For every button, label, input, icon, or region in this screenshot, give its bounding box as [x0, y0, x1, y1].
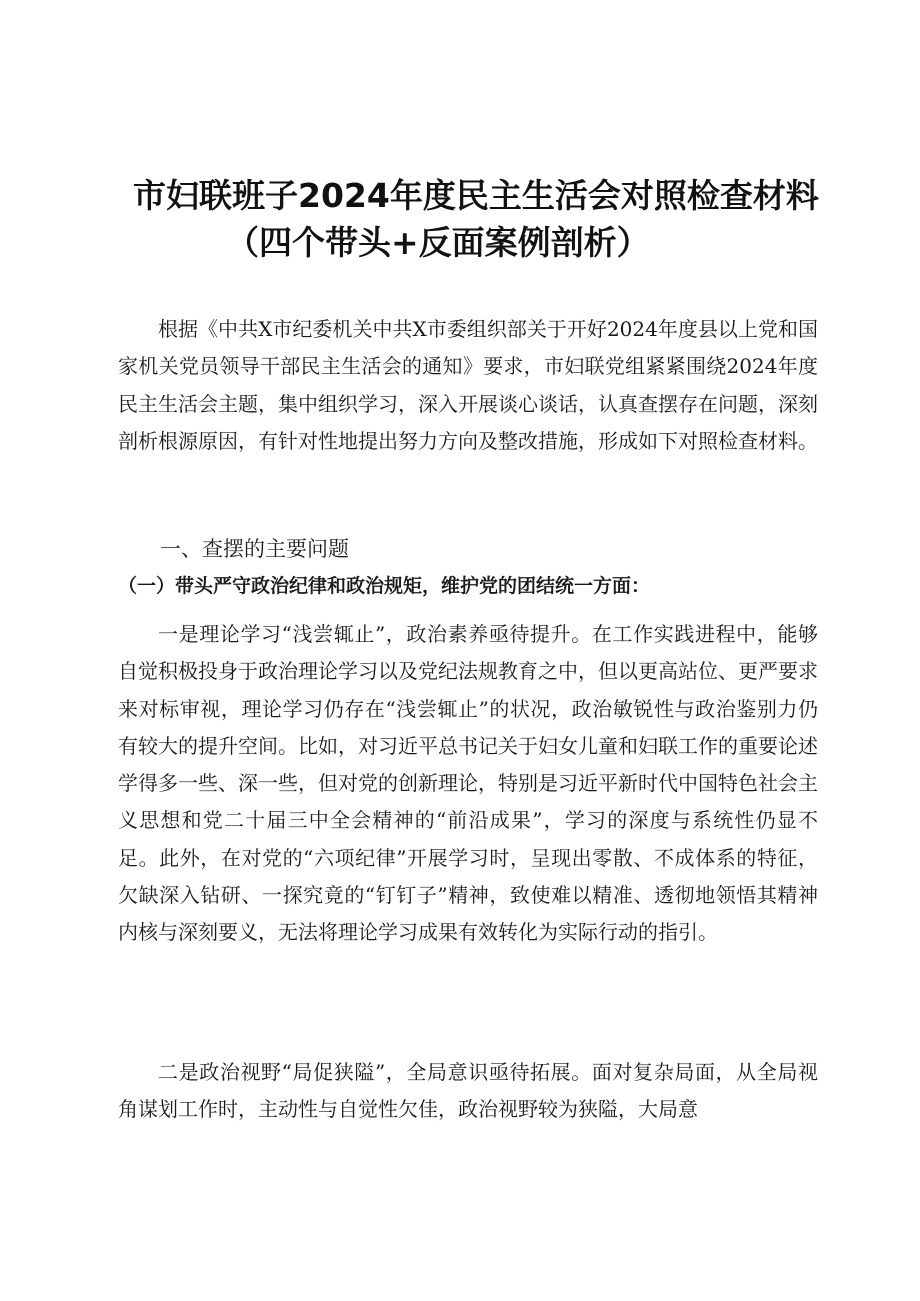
paragraph-2: 二是政治视野“局促狭隘”，全局意识亟待拓展。面对复杂局面，从全局视角谋划工作时，主动性与自觉性欠佳，政治视野较为狭隘，大局意	[118, 1060, 818, 1122]
paragraph1-block	[118, 616, 818, 952]
section1-block	[118, 531, 818, 568]
intro-paragraph: 根据《中共X市纪委机关中共X市委组织部关于开好2024年度县以上党和国家机关党员领导干部民主生活会的通知》要求，市妇联党组紧紧围绕2024年度民主生活会主题，集中组织学习，深入开展谈心谈话，认真查摆存在问题，深刻剖析根源原因，有针对性地提出努力方向及整改措施，形成如下对照检查材料。	[118, 317, 818, 453]
paragraph-1: 一是理论学习“浅尝辄止”，政治素养亟待提升。在工作实践进程中，能够自觉积极投身于政治理论学习以及党纪法规教育之中，但以更高站位、更严要求来对标审视，理论学习仍存在“浅尝辄止”的状况，政治敏锐性与政治鉴别力仍有较大的提升空间。比如，对习近平总书记关于妇女儿童和妇联工作的重要论述学得多一些、深一些，但对党的创新理论，特别是习近平新时代中国特色社会主义思想和党二十届三中全会精神的“前沿成果”，学习的深度与系统性仍显不足。此外，在对党的“六项纪律”开展学习时，呈现出零散、不成体系的特征，欠缺深入钻研、一探究竟的“钉钉子”精神，致使难以精准、透彻地领悟其精神内核与深刻要义，无法将理论学习成果有效转化为实际行动的指引。	[118, 622, 818, 945]
subsection1-heading: （一）带头严守政治纪律和政治规矩，维护党的团结统一方面：	[118, 575, 651, 597]
document-title-line1: 市妇联班子2024年度民主生活会对照检查材料	[133, 176, 819, 215]
paragraph2-block	[118, 1054, 818, 1129]
subsection1-block	[118, 568, 818, 605]
section1-heading: 一、查摆的主要问题	[160, 537, 349, 561]
document-title-line2: （四个带头+反面案例剖析）	[226, 223, 650, 262]
intro-block	[118, 311, 818, 460]
